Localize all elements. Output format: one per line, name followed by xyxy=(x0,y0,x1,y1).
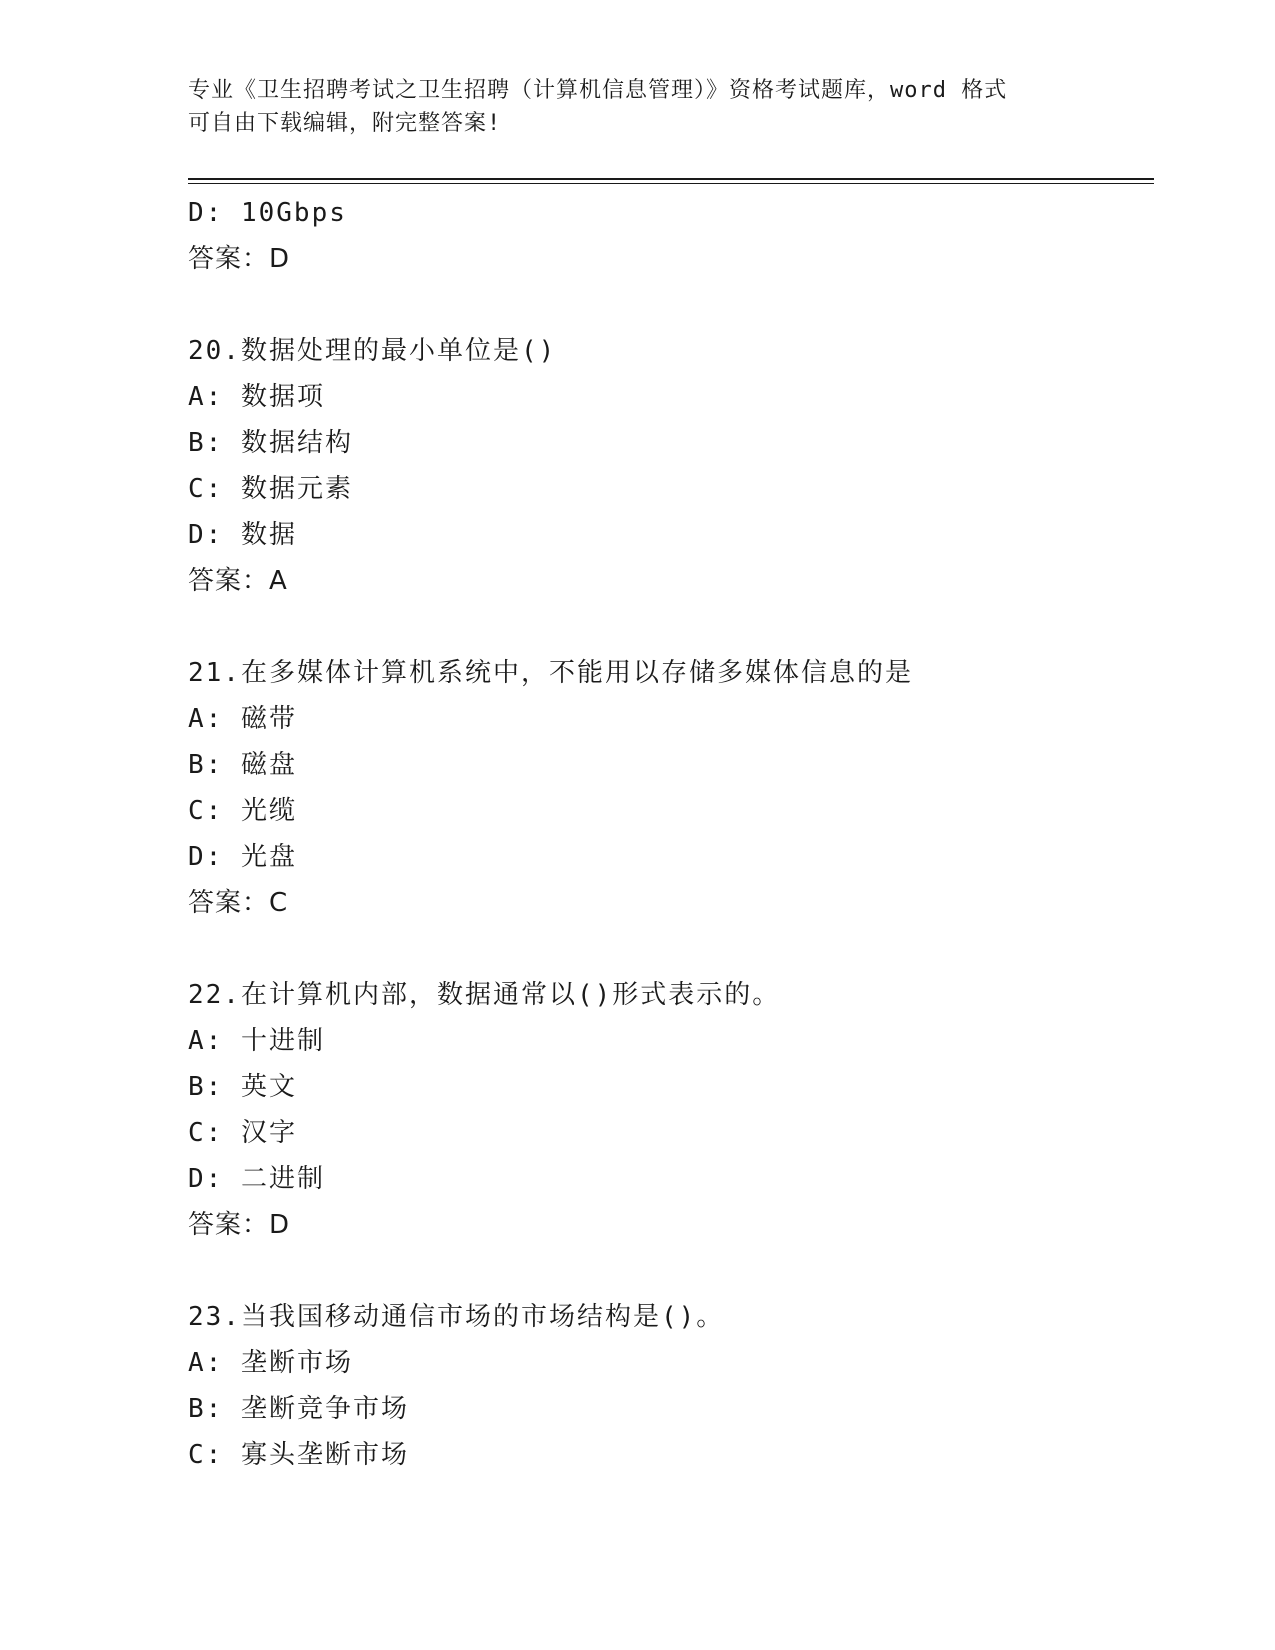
option-b: B: 数据结构 xyxy=(188,428,353,458)
header-divider-thin xyxy=(188,183,1154,184)
previous-question-tail xyxy=(188,190,1154,282)
option-c: C: 寡头垄断市场 xyxy=(188,1440,409,1470)
header-line-1: 专业《卫生招聘考试之卫生招聘（计算机信息管理）》资格考试题库，word 格式 xyxy=(188,78,1008,103)
option-a: A: 数据项 xyxy=(188,382,325,412)
option-c: C: 光缆 xyxy=(188,796,297,826)
document-header xyxy=(188,74,1088,140)
question-stem: 20.数据处理的最小单位是() xyxy=(188,336,557,366)
spacer xyxy=(188,926,1154,972)
answer-line: 答案：D xyxy=(188,244,291,274)
option-b: B: 英文 xyxy=(188,1072,297,1102)
option-c: C: 汉字 xyxy=(188,1118,297,1148)
option-d: D: 10Gbps xyxy=(188,198,347,228)
question-20 xyxy=(188,328,1154,604)
answer-line: 答案：C xyxy=(188,888,289,918)
question-stem: 21.在多媒体计算机系统中，不能用以存储多媒体信息的是 xyxy=(188,658,913,688)
option-b: B: 磁盘 xyxy=(188,750,297,780)
header-divider-thick xyxy=(188,178,1154,180)
question-list xyxy=(188,190,1154,1478)
spacer xyxy=(188,604,1154,650)
option-d: D: 二进制 xyxy=(188,1164,325,1194)
question-stem: 23.当我国移动通信市场的市场结构是()。 xyxy=(188,1302,725,1332)
answer-line: 答案：A xyxy=(188,566,288,596)
option-a: A: 垄断市场 xyxy=(188,1348,353,1378)
option-a: A: 磁带 xyxy=(188,704,297,734)
answer-line: 答案：D xyxy=(188,1210,291,1240)
spacer xyxy=(188,282,1154,328)
option-a: A: 十进制 xyxy=(188,1026,325,1056)
question-23 xyxy=(188,1294,1154,1478)
option-c: C: 数据元素 xyxy=(188,474,353,504)
option-d: D: 光盘 xyxy=(188,842,297,872)
spacer xyxy=(188,1248,1154,1294)
header-line-2: 可自由下载编辑，附完整答案! xyxy=(188,111,502,136)
option-b: B: 垄断竞争市场 xyxy=(188,1394,409,1424)
question-21 xyxy=(188,650,1154,926)
question-22 xyxy=(188,972,1154,1248)
option-d: D: 数据 xyxy=(188,520,297,550)
question-stem: 22.在计算机内部，数据通常以()形式表示的。 xyxy=(188,980,781,1010)
